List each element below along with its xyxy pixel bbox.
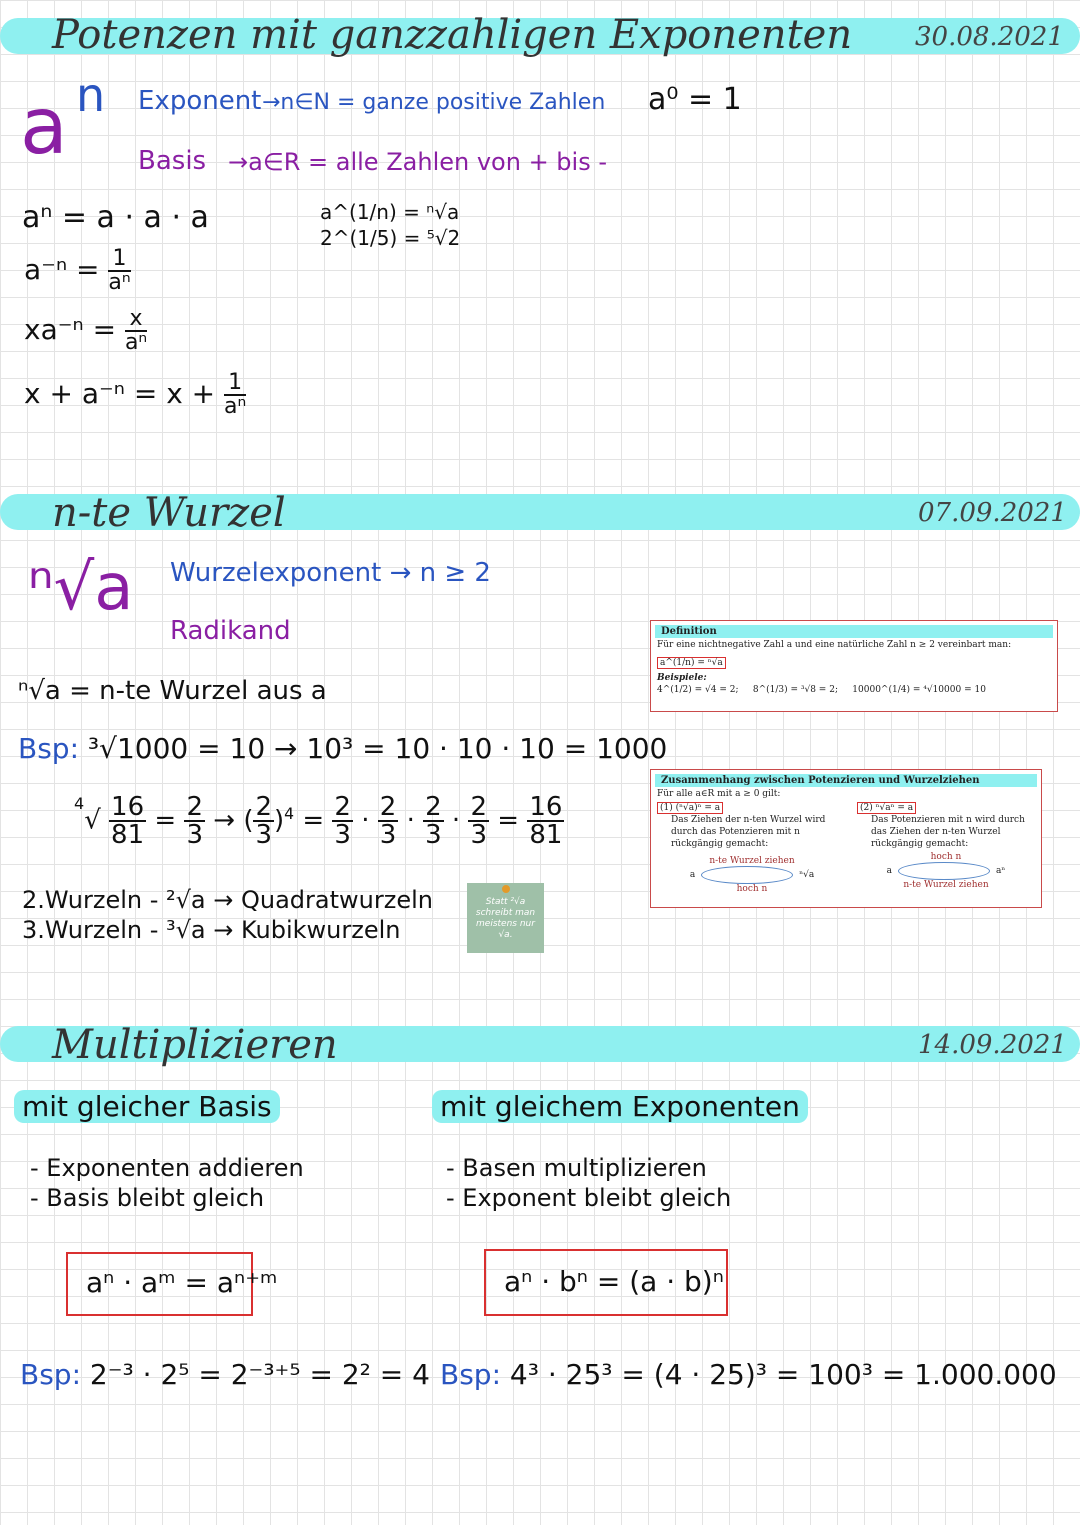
- root-example-1: [18, 732, 667, 765]
- big-n-symbol: n: [76, 68, 106, 122]
- relation-diag2-row: [857, 862, 1035, 880]
- same-base-example: [20, 1358, 430, 1391]
- same-exp-formula: aⁿ · bⁿ = (a · b)ⁿ: [504, 1265, 724, 1298]
- ex2-factor-2: [378, 794, 399, 848]
- same-exp-heading-text: mit gleichem Exponenten: [432, 1090, 808, 1123]
- ex2-power: 4: [284, 804, 295, 823]
- f2-num: 2: [379, 792, 397, 822]
- x-plus-negative-exponent-rule: [24, 372, 246, 418]
- ex2-result-fraction: [527, 794, 564, 848]
- ex2-root-sign: √: [84, 805, 101, 836]
- ex2-mid-num: 2: [186, 792, 203, 822]
- relation-diag2-left: a: [886, 866, 893, 876]
- ex2-paren-den: 3: [255, 820, 273, 850]
- same-exp-rule-2: - Exponent bleibt gleich: [446, 1184, 732, 1212]
- same-exp-heading: [432, 1090, 808, 1123]
- f4-num: 2: [470, 792, 487, 822]
- root-exponent-label: Wurzelexponent → n ≥ 2: [170, 558, 491, 588]
- same-exp-example-prefix: Bsp:: [440, 1358, 502, 1391]
- ex2-paren-num: 2: [255, 792, 273, 822]
- same-exp-formula-box: [484, 1249, 728, 1316]
- relation-diag1-right: ⁿ√a: [799, 870, 815, 880]
- relation-rule1-formula: (1) (ⁿ√a)ⁿ = a: [657, 802, 723, 814]
- same-base-formula: aⁿ · aᵐ = aⁿ⁺ᵐ: [86, 1266, 278, 1299]
- big-a-symbol: a: [20, 82, 68, 172]
- definition-card-examples: [651, 683, 1057, 697]
- same-exp-rule-1: - Basen multiplizieren: [446, 1154, 707, 1182]
- frac-num-x: x: [125, 308, 147, 332]
- fraction-x-over-an: [125, 308, 147, 354]
- same-base-rule-1: - Exponenten addieren: [30, 1154, 304, 1182]
- frac-den: aⁿ: [108, 270, 131, 295]
- section1-date: 30.08.2021: [915, 22, 1064, 52]
- relation-diag1-arc: [701, 866, 793, 884]
- relation-card-intro: Für alle a∈R mit a ≥ 0 gilt:: [657, 789, 781, 799]
- same-exp-example: [440, 1358, 1057, 1391]
- relation-diag1-bottom: hoch n: [736, 884, 768, 894]
- relation-diag2-right: aⁿ: [996, 866, 1006, 876]
- same-base-heading: [14, 1090, 280, 1123]
- relation-col-1: [657, 802, 847, 894]
- section3-title: Multiplizieren: [52, 1022, 338, 1068]
- def-ex-2: 8^(1/3) = ³√8 = 2;: [752, 685, 838, 695]
- same-exp-example-text: 4³ · 25³ = (4 · 25)³ = 100³ = 1.000.000: [509, 1358, 1057, 1391]
- x-times-negative-exponent-rule: [24, 308, 147, 354]
- definition-card-examples-label: Beispiele:: [657, 673, 707, 683]
- example-1-text: ³√1000 = 10 → 10³ = 10 · 10 · 10 = 1000: [87, 732, 668, 765]
- square-roots-line: 2.Wurzeln - ²√a → Quadratwurzeln: [22, 886, 433, 914]
- power-rule-product: aⁿ = a · a · a: [22, 200, 209, 235]
- section3-date: 14.09.2021: [918, 1030, 1067, 1060]
- exponent-label: Exponent: [138, 86, 262, 116]
- f1-den: 3: [334, 820, 351, 850]
- base-label: Basis: [138, 146, 207, 176]
- frac-num: 1: [108, 248, 130, 272]
- f3-den: 3: [425, 820, 442, 850]
- definition-card-heading: Definition: [655, 625, 1053, 638]
- relation-rule2-text: Das Potenzieren mit n wird durch das Ziehen der n-ten Wurzel rückgängig gemacht:: [871, 815, 1025, 849]
- def-ex-3: 10000^(1/4) = ⁴√10000 = 10: [852, 685, 986, 695]
- fraction-one-over-an-2: [224, 372, 246, 418]
- ex2-factor-1: [332, 794, 353, 848]
- ex2-paren-fraction: [253, 794, 274, 848]
- x-neg-lhs: xa⁻ⁿ =: [24, 313, 117, 346]
- relation-card-heading: Zusammenhang zwischen Potenzieren und Wurzelziehen: [655, 774, 1037, 787]
- section1-title: Potenzen mit ganzzahligen Exponenten: [52, 12, 853, 58]
- f4-den: 3: [470, 820, 487, 850]
- relation-diag2-top: hoch n: [930, 852, 962, 862]
- sticky-note-text: Statt ²√a schreibt man meistens nur √a.: [475, 897, 536, 940]
- same-base-formula-box: [66, 1252, 278, 1316]
- relation-diag2-arc: [898, 862, 990, 880]
- fraction-one-over-an: [108, 248, 130, 294]
- definition-card: [650, 620, 1058, 712]
- radicand-label: Radikand: [170, 616, 291, 646]
- relation-col-2: [857, 802, 1035, 890]
- relation-card: [650, 769, 1042, 908]
- negative-exponent-lhs: a⁻ⁿ =: [24, 253, 100, 286]
- ex2-left-den: 81: [111, 820, 145, 850]
- base-definition: →a∈R = alle Zahlen von + bis -: [228, 148, 607, 176]
- ex2-left-num: 16: [111, 792, 145, 822]
- same-base-heading-text: mit gleicher Basis: [14, 1090, 280, 1123]
- frac-den-an: aⁿ: [124, 330, 148, 355]
- relation-diag1-top: n-te Wurzel ziehen: [709, 856, 795, 866]
- relation-diag1-row: [657, 866, 847, 884]
- ex2-mid-den: 3: [186, 820, 203, 850]
- section2-date: 07.09.2021: [918, 498, 1067, 528]
- sticky-note: [467, 883, 544, 953]
- fractional-exponent-rule: a^(1/n) = ⁿ√a: [320, 200, 460, 224]
- same-base-rule-2: - Basis bleibt gleich: [30, 1184, 265, 1212]
- zero-power-rule: a⁰ = 1: [648, 82, 742, 117]
- relation-diag1-left: a: [689, 870, 696, 880]
- f1-num: 2: [334, 792, 351, 822]
- x-plus-lhs: x + a⁻ⁿ = x +: [24, 377, 216, 410]
- big-root-symbol: ⁿ√a: [28, 551, 134, 625]
- exponent-definition: →n∈N = ganze positive Zahlen: [262, 90, 606, 115]
- definition-card-text: Für eine nichtnegative Zahl a und eine natürliche Zahl n ≥ 2 vereinbart man:: [657, 640, 1012, 650]
- root-definition-line: ⁿ√a = n-te Wurzel aus a: [18, 676, 327, 706]
- frac-num-1: 1: [224, 372, 246, 396]
- relation-rule1-text: Das Ziehen der n-ten Wurzel wird durch das Potenzieren mit n rückgängig gemacht:: [671, 815, 826, 849]
- frac-den-an-2: aⁿ: [224, 394, 247, 419]
- relation-rule2-formula: (2) ⁿ√aⁿ = a: [857, 802, 916, 814]
- def-ex-1: 4^(1/2) = √4 = 2;: [657, 685, 739, 695]
- same-base-example-text: 2⁻³ · 2⁵ = 2⁻³⁺⁵ = 2² = 4: [89, 1358, 430, 1391]
- root-example-2: $^4$√ $\frac{16}{81}$ = $\frac{2}{3}$ → ( $\frac{2}{3}$ )$^4$ = $\frac{2}{3}$ · $\frac{2}{3}$ · $\frac{2}{3}$ · $\frac{2}{3}$ = $\frac{16}{81}$: [74, 792, 563, 850]
- cube-roots-line: 3.Wurzeln - ³√a → Kubikwurzeln: [22, 916, 401, 944]
- ex2-factor-4: [468, 794, 489, 848]
- same-base-example-prefix: Bsp:: [20, 1358, 82, 1391]
- f3-num: 2: [425, 792, 442, 822]
- ex2-factor-3: [423, 794, 444, 848]
- definition-card-formula: a^(1/n) = ⁿ√a: [657, 657, 726, 669]
- section2-title: n-te Wurzel: [52, 490, 286, 536]
- example-prefix: Bsp:: [18, 732, 80, 765]
- ex2-mid-fraction: [184, 794, 205, 848]
- ex2-result-num: 16: [529, 792, 563, 822]
- sticky-note-pin: [502, 885, 510, 893]
- ex2-root-index: 4: [74, 794, 85, 813]
- ex2-result-den: 81: [529, 820, 563, 850]
- relation-diag2-bottom: n-te Wurzel ziehen: [903, 880, 989, 890]
- negative-exponent-rule: [24, 248, 131, 294]
- f2-den: 3: [379, 820, 397, 850]
- ex2-left-fraction: [109, 794, 146, 848]
- fractional-exponent-example: 2^(1/5) = ⁵√2: [320, 226, 461, 250]
